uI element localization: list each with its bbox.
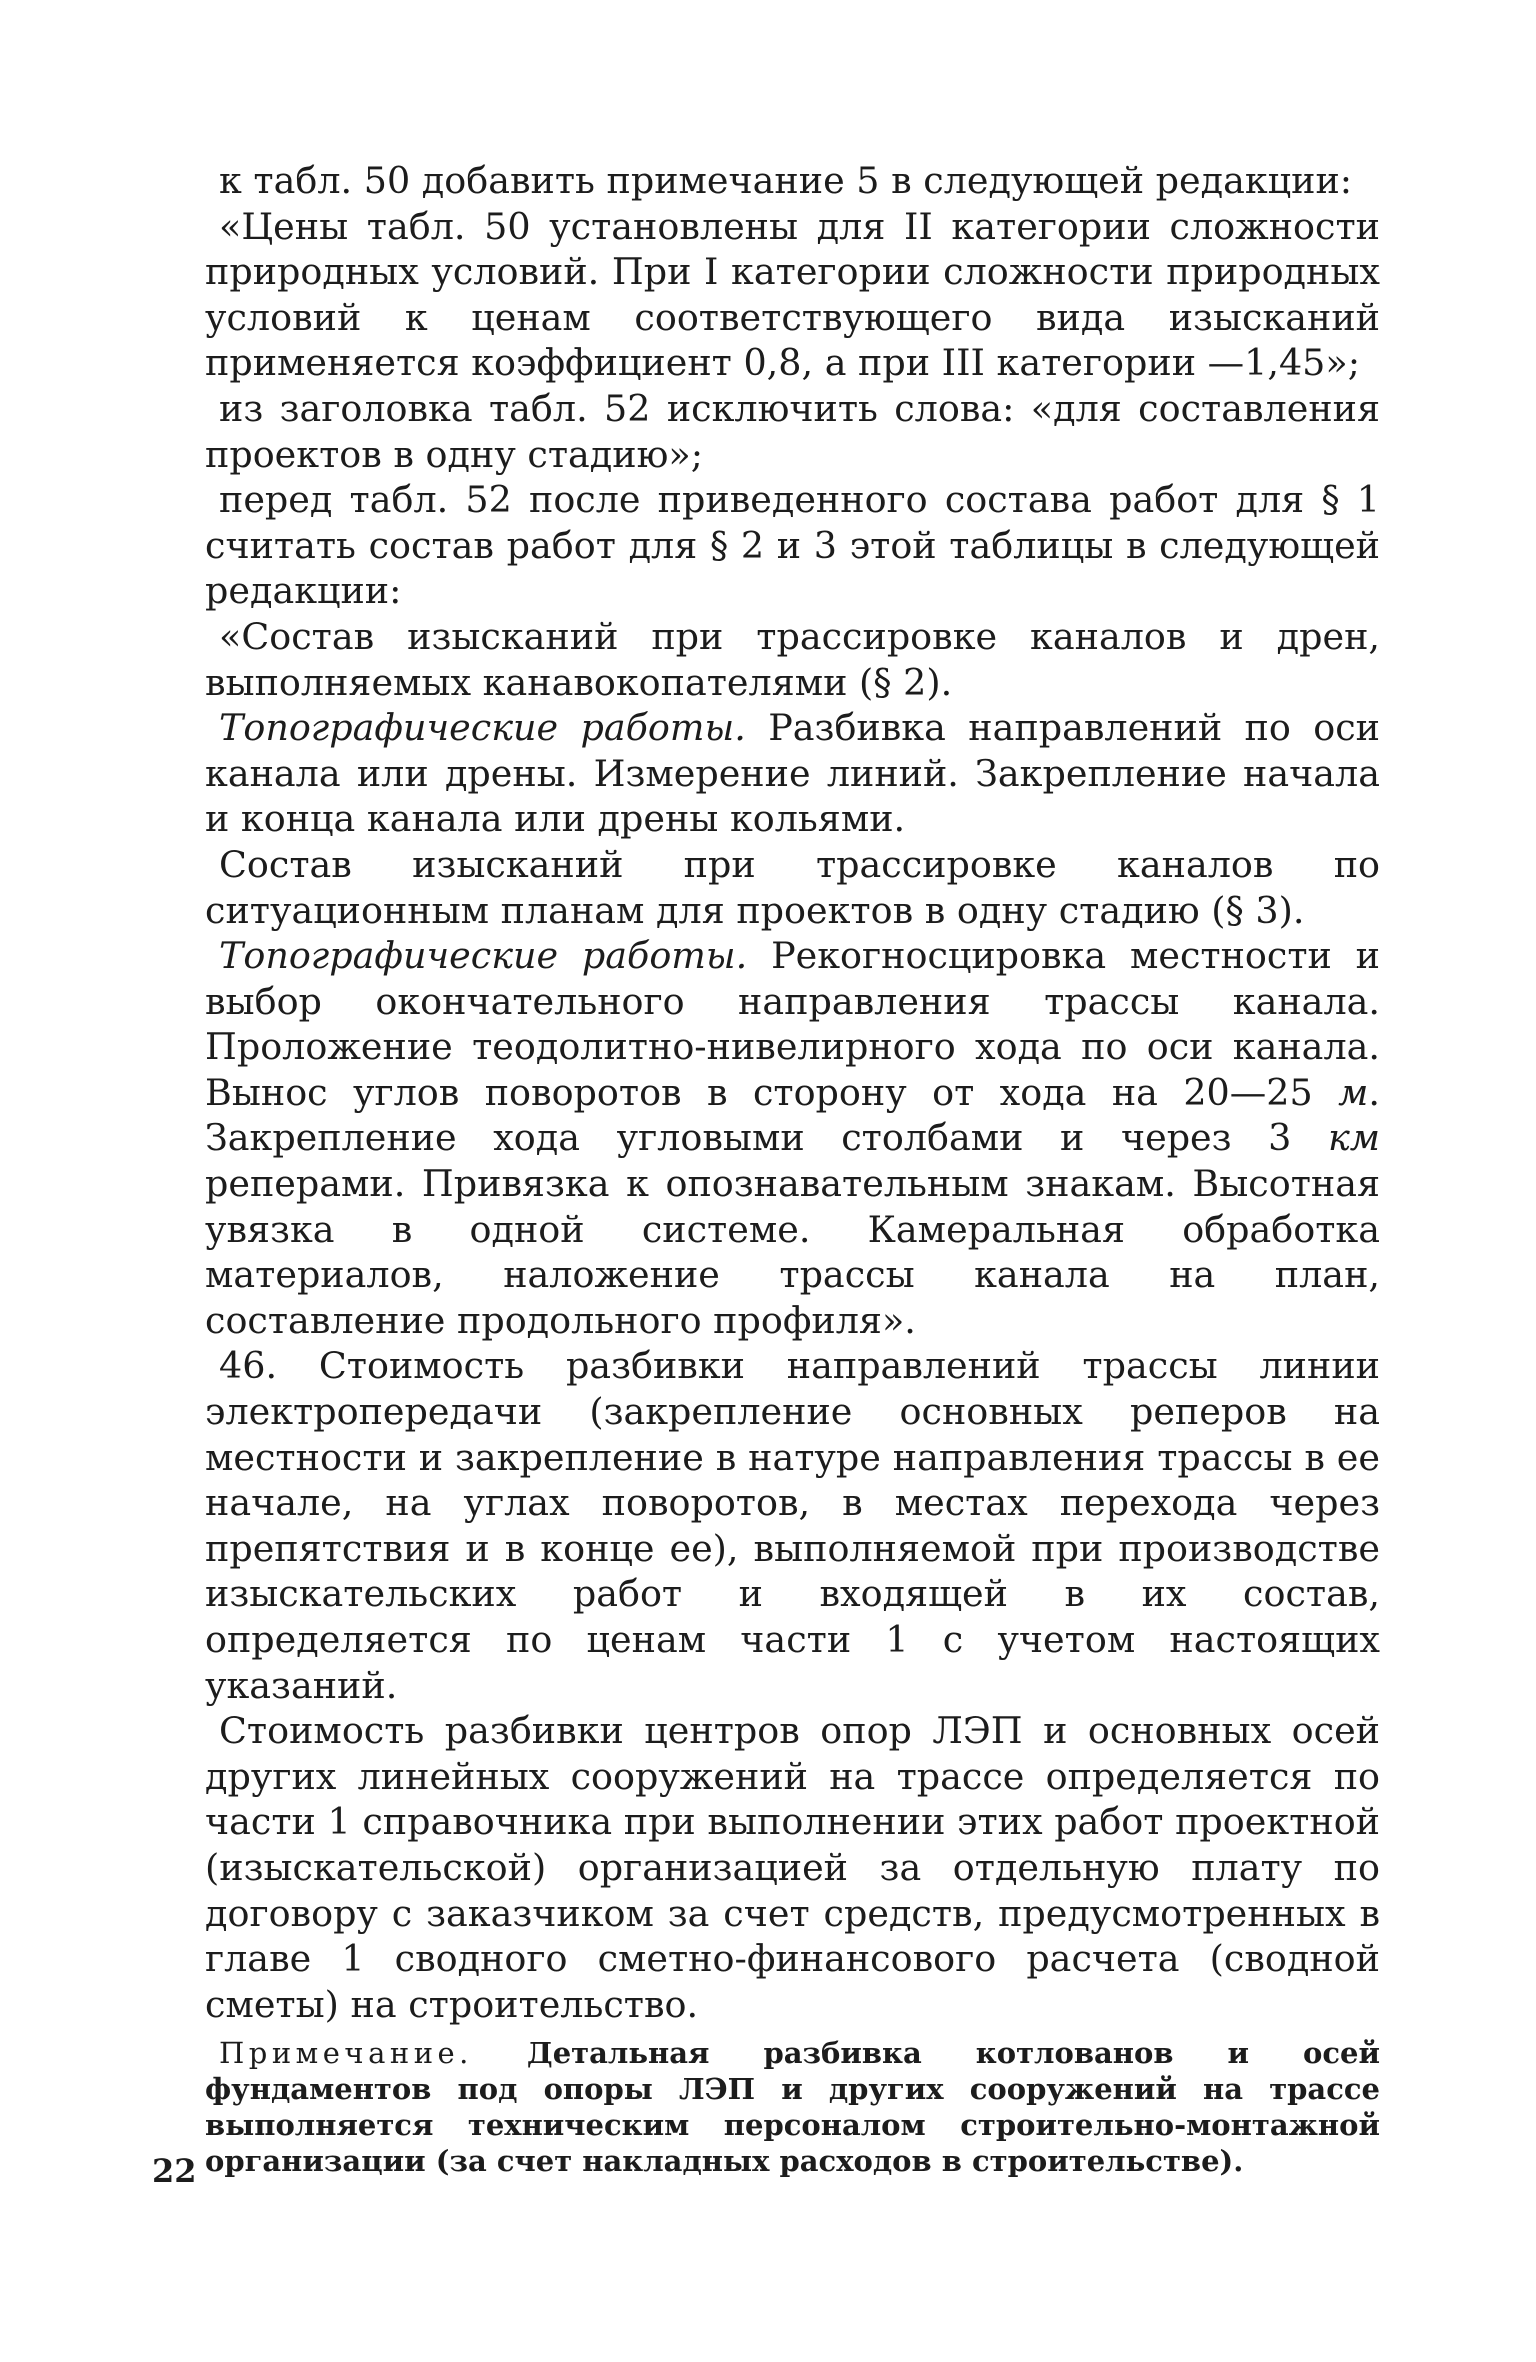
paragraph-table50-note: к табл. 50 добавить примечание 5 в следующей редакции: <box>219 159 1353 202</box>
note-text: Детальная разбивка котлованов и осей фундаментов под опоры ЛЭП и других сооружений на трассе выполняется техническим персоналом строительно-монтажной организации (за счет накладных расходов в строительстве). <box>205 2036 1380 2179</box>
paragraph-survey-composition-1: «Состав изысканий при трассировке каналов и дрен, выполняемых канавокопателями (§ 2). <box>205 614 1380 704</box>
unit-m: м <box>1338 1070 1369 1114</box>
body-text <box>205 158 1380 2027</box>
page-number: 22 <box>152 2152 197 2190</box>
paragraph-topographic-works-1 <box>205 705 1380 842</box>
topographic-text-2b: . Закрепление хода угловыми столбами и через 3 <box>205 1070 1380 1160</box>
note-label: Примечание. <box>219 2036 473 2071</box>
topographic-text-2a: Рекогносцировка местности и выбор окончательного направления трассы канала. Проложение теодолитно-нивелирного хода по оси канала. Вынос углов поворотов в сторону от хода на 20—25 <box>205 934 1380 1114</box>
topographic-heading-2: Топографические работы. <box>219 934 748 978</box>
paragraph-price-quote: «Цены табл. 50 установлены для II категории сложности природных условий. При I категории сложности природных условий к ценам соответствующего вида изысканий применяется коэффициент 0,8, а при III категории —1,45»; <box>205 204 1380 385</box>
unit-km: км <box>1327 1116 1380 1160</box>
topographic-text-1: Разбивка направлений по оси канала или дрены. Измерение линий. Закрепление начала и конца канала или дрены кольями. <box>205 706 1380 841</box>
paragraph-table52-title: из заголовка табл. 52 исключить слова: «для составления проектов в одну стадию»; <box>205 386 1380 476</box>
paragraph-table52-composition: перед табл. 52 после приведенного состава работ для § 1 считать состав работ для § 2 и 3 этой таблицы в следующей редакции: <box>205 478 1380 613</box>
paragraph-topographic-works-2 <box>205 933 1380 1343</box>
paragraph-survey-composition-2: Состав изысканий при трассировке каналов по ситуационным планам для проектов в одну стадию (§ 3). <box>205 842 1380 932</box>
page-content <box>205 158 1380 2179</box>
topographic-text-2c: реперами. Привязка к опознавательным знакам. Высотная увязка в одной системе. Камеральная обработка материалов, наложение трассы канала на план, составление продольного профиля». <box>205 1162 1380 1342</box>
paragraph-cost: Стоимость разбивки центров опор ЛЭП и основных осей других линейных сооружений на трассе определяется по части 1 справочника при выполнении этих работ проектной (изыскательской) организацией за отдельную плату по договору с заказчиком за счет средств, предусмотренных в главе 1 сводного сметно-финансового расчета (сводной сметы) на строительство. <box>205 1709 1380 2026</box>
paragraph-item-46: 46. Стоимость разбивки направлений трассы линии электропередачи (закрепление основных реперов на местности и закрепление в натуре направления трассы в ее начале, на углах поворотов, в местах перехода через препятствия и в конце ее), выполняемой при производстве изыскательских работ и входящей в их состав, определяется по ценам части 1 с учетом настоящих указаний. <box>205 1344 1380 1707</box>
footnote <box>205 2035 1380 2179</box>
topographic-heading-1: Топографические работы. <box>219 706 746 750</box>
